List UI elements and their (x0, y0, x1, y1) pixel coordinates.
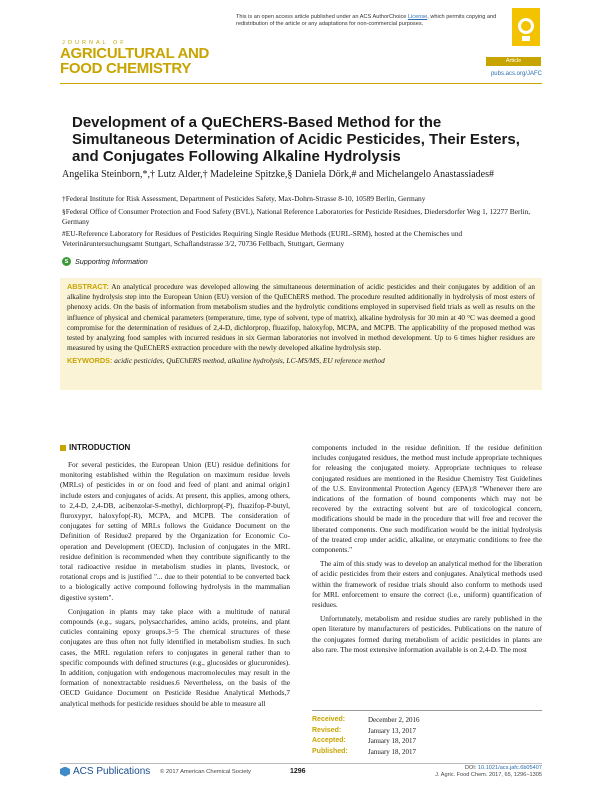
footer-divider (60, 763, 542, 764)
journal-url-link[interactable]: pubs.acs.org/JAFC (490, 71, 542, 77)
affiliation-2: §Federal Office of Consumer Protection and Food Safety (BVL), National Reference Laboratories for Pesticide Residues, Diedersdorfer Weg 1, 12277 Berlin, Germany (62, 207, 531, 226)
affiliation-1: †Federal Institute for Risk Assessment, Department of Pesticides Safety, Max-Dohrn-Strasse 8-10, 10589 Berlin, Germany (62, 194, 426, 203)
abstract-box (60, 278, 542, 390)
author-list: Angelika Steinborn,*,† Lutz Alder,† Madeleine Spitzke,§ Daniela Dörk,# and Michelangelo Anastassiades# (62, 169, 494, 180)
date-row: Received: December 2, 2016 (312, 716, 420, 724)
license-link[interactable]: License (407, 14, 428, 20)
publication-dates (312, 710, 542, 757)
abstract-text: An analytical procedure was developed allowing the simultaneous determination of acidic pesticides and their conjugates by addition of an alkaline hydrolysis step into the European Union (EU) version of the QuEChERS method. The procedure resulted additionally in hydrolysis of most esters of phenoxy acids. On the basis of information from metabolism studies and the hydrolytic conditions employed in supervised field trials as well as results on the influence of physical and chemical parameters (temperature, time, type of solvent, type of matrix), alkaline hydrolysis for 30 min at 40 °C was deemed a good compromise for the determination of residues of 2,4-D, dichlorprop, fluazifop, haloxyfop, MCPA, and MCPB. The applicability of the proposed method was tested by analyzing food samples with incurred residues in six German laboratories not involved in method development. Up to 6 times higher residues are measured by using the QuEChERS extraction procedure with the newly developed alkaline hydrolysis step. (67, 282, 535, 353)
date-row: Revised: January 13, 2017 (312, 726, 417, 735)
journal-logo: JOURNAL OF AGRICULTURAL AND FOOD CHEMISTRY (60, 40, 210, 77)
doi-citation: DOI: 10.1021/acs.jafc.6b05407 J. Agric. Food Chem. 2017, 65, 1296−1305 (420, 765, 542, 779)
supporting-information-link[interactable]: s Supporting Information (62, 257, 148, 266)
abstract-label: ABSTRACT: (67, 282, 109, 291)
open-access-notice: This is an open access article published under an ACS AuthorChoice License, which permits copying and redistribution of the article or any adaptations for non-commercial purposes. (236, 14, 497, 27)
supporting-info-icon: s (62, 257, 71, 266)
section-heading-introduction: INTRODUCTION (60, 443, 130, 452)
affiliation-3: #EU-Reference Laboratory for Residues of Pesticides Requiring Single Residue Methods (EURL-SRM), hosted at the Chemisches und Veterinäruntersuchungsamt Stuttgart, Schaflandstrasse 3/2, 70736 Fellbach, Stuttgart, Germany (62, 229, 463, 248)
intro-paragraph: Conjugation in plants may take place with a multitude of natural compounds (e.g., sugars, polysaccharides, amino acids, proteins, and plant cuticles containing epoxy groups.3−5 The chemical structures of these conjugates are thus often not fully identified in metabolism studies. In such cases, the MRL regulation refers to conjugates in general rather than to specific compounds with defined structures (e.g., glucosides or glucuronides). In addition, conjugation with endogenous macromolecules may result in the formation of nonextractable residues.6 Nevertheless, on the basis of the OECD Guidance Document on Pesticide Residue Analytical Methods,7 analytical methods for pesticide residues should be able to measure all (60, 606, 290, 708)
body-column-left (60, 460, 290, 713)
acs-publications-logo: ACS Publications (60, 766, 150, 777)
article-type-badge: Article (486, 57, 541, 66)
body-column-right (312, 443, 542, 659)
header-divider (60, 83, 542, 84)
open-access-badge-icon (512, 8, 540, 46)
journal-citation: J. Agric. Food Chem. 2017, 65, 1296−1305 (435, 772, 542, 778)
intro-paragraph: components included in the residue definition. If the residue definition includes conjugated residues, the method must include appropriate techniques for releasing the conjugated moiety. Appropriate techniques to release conjugated residues are mentioned in the Residue Chemistry Test Guidelines of the U.S. Environmental Protection Agency (EPA):8 "Whenever there are indications of the formation of bound components which may not be recovered by the extracting solvent but are of toxicological concern, modifications should be made in the procedure that will free and recover the liberated components. One such modification would be the initial hydrolysis of the treated crop under acidic, alkaline, or enzymatic conditions to free the components." (312, 443, 542, 555)
intro-paragraph: For several pesticides, the European Union (EU) residue definitions for monitoring established within the Regulation on maximum residue levels (MRLs) of pesticides in or on food and feed of plant and animal origin1 include esters and conjugates of acids. At present, this applies, among others, to 2,4-D, 2,4-DB, acibenzolar-S-methyl, dichlorprop(-P), fluazifop-P-butyl, fluroxypyr, haloxyfop(-R), MCPA, and MCPB. The consideration of conjugates for setting of MRLs follows the Guidance Document on the Definition of Residue2 prepared by the Organization for Economic Co-operation and Development (OECD). Inclusion of conjugates in the MRL residue definition is recommended when they contribute significantly to the total radioactive residue in metabolism studies in plants, livestock, or rotational crops and is justified "... due to their potential to be converted back to a biologically active compound following hydrolysis in the mammalian digestive system". (60, 460, 290, 602)
doi-link[interactable]: 10.1021/acs.jafc.6b05407 (477, 765, 542, 771)
date-row: Published: January 18, 2017 (312, 747, 417, 756)
section-marker-icon (60, 445, 66, 451)
intro-paragraph: Unfortunately, metabolism and residue studies are rarely published in the open literature by manufacturers of pesticides. Publications on the nature of the conjugates formed during metabolism of acidic pesticides in plants are also rare. The most extensive information available is on 2,4-D. The most (312, 614, 542, 654)
intro-paragraph: The aim of this study was to develop an analytical method for the liberation of acidic pesticides from their esters and conjugates. Analytical methods used within the framework of residue trials should also conform to methods used for MRL enforcement to ensure the correct (i.e., uniform) quantification of residues. (312, 559, 542, 610)
copyright-notice: © 2017 American Chemical Society (160, 769, 251, 775)
date-row: Accepted: January 18, 2017 (312, 737, 417, 745)
article-title: Development of a QuEChERS-Based Method for the Simultaneous Determination of Acidic Pesticides, Their Esters, and Conjugates Following Alkaline Hydrolysis (72, 114, 520, 165)
keywords-label: KEYWORDS: (67, 356, 113, 366)
keywords-text: acidic pesticides, QuEChERS method, alkaline hydrolysis, LC-MS/MS, EU reference method (114, 356, 385, 366)
acs-hexagon-icon (60, 767, 70, 777)
page-number: 1296 (290, 768, 306, 775)
